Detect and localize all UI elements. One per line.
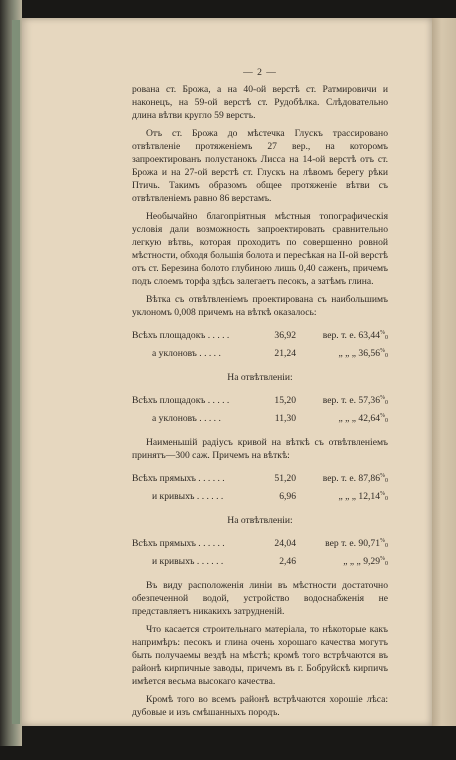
row-rest: вер. т. е. $57,36^{\%}_0$	[322, 395, 388, 406]
row-value: 21,24	[274, 348, 296, 359]
facing-page-edge	[432, 18, 456, 726]
paragraph-2: Отъ ст. Брожа до мѣстечка Глускъ трассировано отвѣтвленіе протяженіемъ 27 вер., на которомъ запроектированъ полустанокъ Лисса на 14-ой верстѣ отъ ст. Брожа и на 27-ой верстѣ ст. Глускъ на лѣвомъ берегу рѣки Птичь. Такимъ образомъ общее протяженіе вѣтви съ отвѣтвленіемъ равно 86 верстамъ.	[132, 128, 388, 204]
row-rest: „ „ „ $36,56^{\%}_0$	[338, 348, 388, 359]
paragraph-4: Вѣтка съ отвѣтвленіемъ проектирована съ наибольшимъ уклономъ 0,008 причемъ на вѣткѣ оказалось:	[132, 294, 388, 318]
row-rest: „ „ „ $42,64^{\%}_0$	[338, 413, 388, 424]
row-rest: вер. т. е. $63,44^{\%}_0$	[322, 330, 388, 341]
row-rest: „ „ „ $12,14^{\%}_0$	[338, 491, 388, 502]
row-label: а уклоновъ . . . . .	[152, 413, 221, 424]
binding-cloth-strip	[12, 20, 20, 724]
paragraph-3: Необычайно благопріятныя мѣстныя топографическія условія дали возможность запроектировать сравнительно легкую вѣтвь, которая проходитъ по совершенно ровной мѣстности, обходя большія болота и пересѣкая на II-ой верстѣ отъ ст. Березина болото глубиною лишь 0,40 саженъ, причемъ подъ слоемъ торфа здѣсь залегаетъ песокъ, а затѣмъ глина.	[132, 211, 388, 287]
row-rest: вер. т. е. $87,86^{\%}_0$	[322, 473, 388, 484]
row-label: Всѣхъ прямыхъ . . . . . .	[132, 473, 225, 484]
paragraph-8: Кромѣ того во всемъ районѣ встрѣчаются хорошіе лѣса: дубовые и изъ смѣшанныхъ породъ.	[132, 694, 388, 718]
row-label: и кривыхъ . . . . . .	[152, 491, 224, 502]
row-label: а уклоновъ . . . . .	[152, 348, 221, 359]
row-value: 11,30	[274, 413, 296, 424]
book-page	[22, 18, 432, 726]
branch-heading: На отвѣтвленіи:	[227, 515, 293, 526]
branch-heading: На отвѣтвленіи:	[227, 372, 293, 383]
row-value: 24,04	[274, 538, 296, 549]
row-label: Всѣхъ площадокъ . . . . .	[132, 330, 230, 341]
row-label: Всѣхъ прямыхъ . . . . . .	[132, 538, 225, 549]
paragraph-5: Наименьшій радіусъ кривой на вѣткѣ съ отвѣтвленіемъ принятъ—300 саж. Причемъ на вѣткѣ:	[132, 437, 388, 461]
table-row	[132, 488, 388, 506]
paragraph-1: рована ст. Брожа, а на 40-ой верстѣ ст. Ратмировичи и наконецъ, на 59-ой верстѣ ст. Рудобѣлка. Слѣдовательно длина вѣтви кругло 59 верстъ.	[132, 84, 388, 121]
row-value: 6,96	[279, 491, 296, 502]
page-number: — 2 —	[243, 67, 277, 78]
row-value: 51,20	[274, 473, 296, 484]
row-rest: „ „ „ $9,29^{\%}_0$	[343, 556, 388, 567]
paragraph-6: Въ виду расположенія линіи въ мѣстности достаточно обезпеченной водой, устройство водоснабженія не представляетъ никакихъ затрудненій.	[132, 580, 388, 617]
row-value: 15,20	[274, 395, 296, 406]
row-value: 2,46	[279, 556, 296, 567]
table-row	[132, 392, 388, 410]
table-row	[132, 327, 388, 345]
table-row	[132, 553, 388, 571]
row-value: 36,92	[274, 330, 296, 341]
row-rest: вер т. е. $90,71^{\%}_0$	[325, 538, 388, 549]
row-label: Всѣхъ площадокъ . . . . .	[132, 395, 230, 406]
row-label: и кривыхъ . . . . . .	[152, 556, 224, 567]
page-content	[132, 66, 388, 719]
table-row	[132, 535, 388, 553]
table-row	[132, 410, 388, 428]
paragraph-7: Что касается строительнаго матеріала, то нѣкоторые какъ напримѣръ: песокъ и глина очень хорошаго качества могутъ быть получаемы вездѣ на мѣстѣ; кромѣ того встрѣчаются въ районѣ кирпичные заводы, причемъ въ г. Бобруйскѣ кирпичъ имѣется весьма высокаго качества.	[132, 624, 388, 687]
table-row	[132, 345, 388, 363]
table-row	[132, 470, 388, 488]
